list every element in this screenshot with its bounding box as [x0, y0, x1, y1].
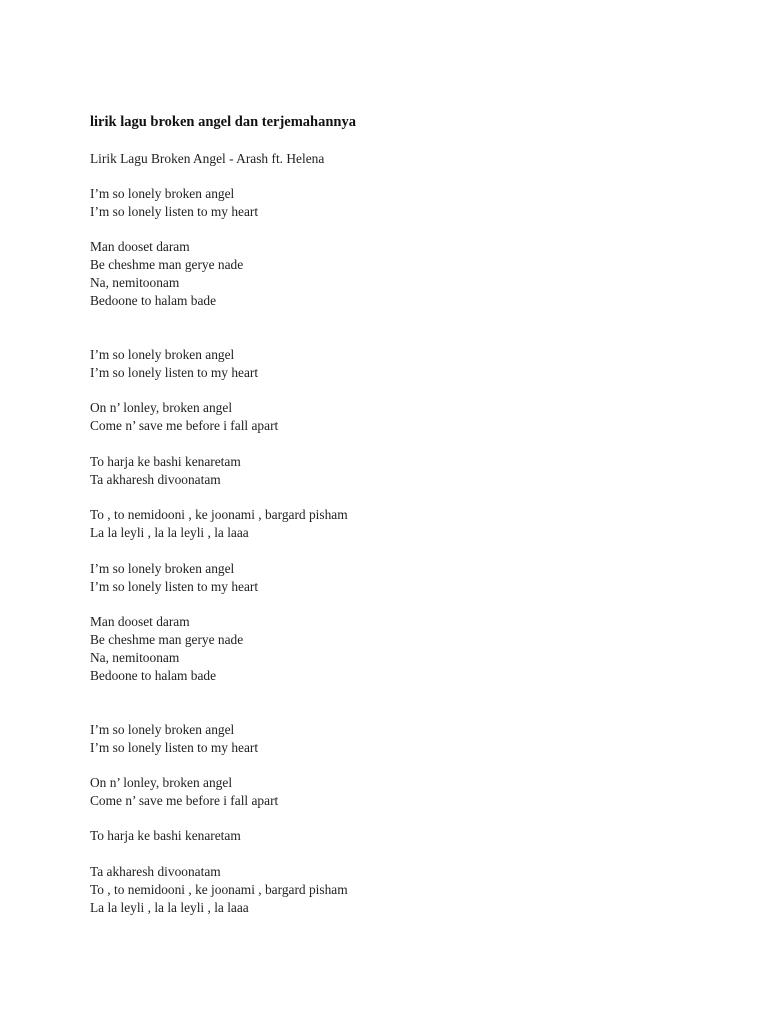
lyric-line: La la leyli , la la leyli , la laaa [90, 525, 249, 540]
lyric-line: Come n’ save me before i fall apart [90, 418, 279, 433]
lyric-line: Ta akharesh divoonatam [90, 864, 221, 879]
lyric-line: Bedoone to halam bade [90, 668, 217, 683]
lyric-line: Man dooset daram [90, 239, 190, 254]
lyric-line: Be cheshme man gerye nade [90, 632, 244, 647]
lyric-line: Ta akharesh divoonatam [90, 472, 221, 487]
lyric-line: Bedoone to halam bade [90, 293, 217, 308]
lyric-line: To , to nemidooni , ke joonami , bargard pisham [90, 507, 348, 522]
lyric-line: I’m so lonely broken angel [90, 722, 235, 737]
lyric-line: Na, nemitoonam [90, 275, 180, 290]
lyric-line: Man dooset daram [90, 614, 190, 629]
document-title: lirik lagu broken angel dan terjemahannya [90, 114, 356, 130]
lyric-line: I’m so lonely broken angel [90, 347, 235, 362]
lyric-line: Come n’ save me before i fall apart [90, 793, 279, 808]
lyric-line: On n’ lonley, broken angel [90, 400, 233, 415]
lyric-line: To harja ke bashi kenaretam [90, 828, 241, 843]
lyric-line: I’m so lonely listen to my heart [90, 740, 259, 755]
lyric-line: I’m so lonely listen to my heart [90, 204, 259, 219]
lyric-line: To , to nemidooni , ke joonami , bargard pisham [90, 882, 348, 897]
lyrics-subtitle: Lirik Lagu Broken Angel - Arash ft. Helena [90, 151, 325, 166]
lyric-line: La la leyli , la la leyli , la laaa [90, 900, 249, 915]
lyric-line: Be cheshme man gerye nade [90, 257, 244, 272]
lyric-line: I’m so lonely broken angel [90, 186, 235, 201]
lyric-line: Na, nemitoonam [90, 650, 180, 665]
lyric-line: I’m so lonely listen to my heart [90, 579, 259, 594]
lyric-line: I’m so lonely broken angel [90, 561, 235, 576]
lyric-line: On n’ lonley, broken angel [90, 775, 233, 790]
lyric-line: To harja ke bashi kenaretam [90, 454, 241, 469]
lyric-line: I’m so lonely listen to my heart [90, 365, 259, 380]
